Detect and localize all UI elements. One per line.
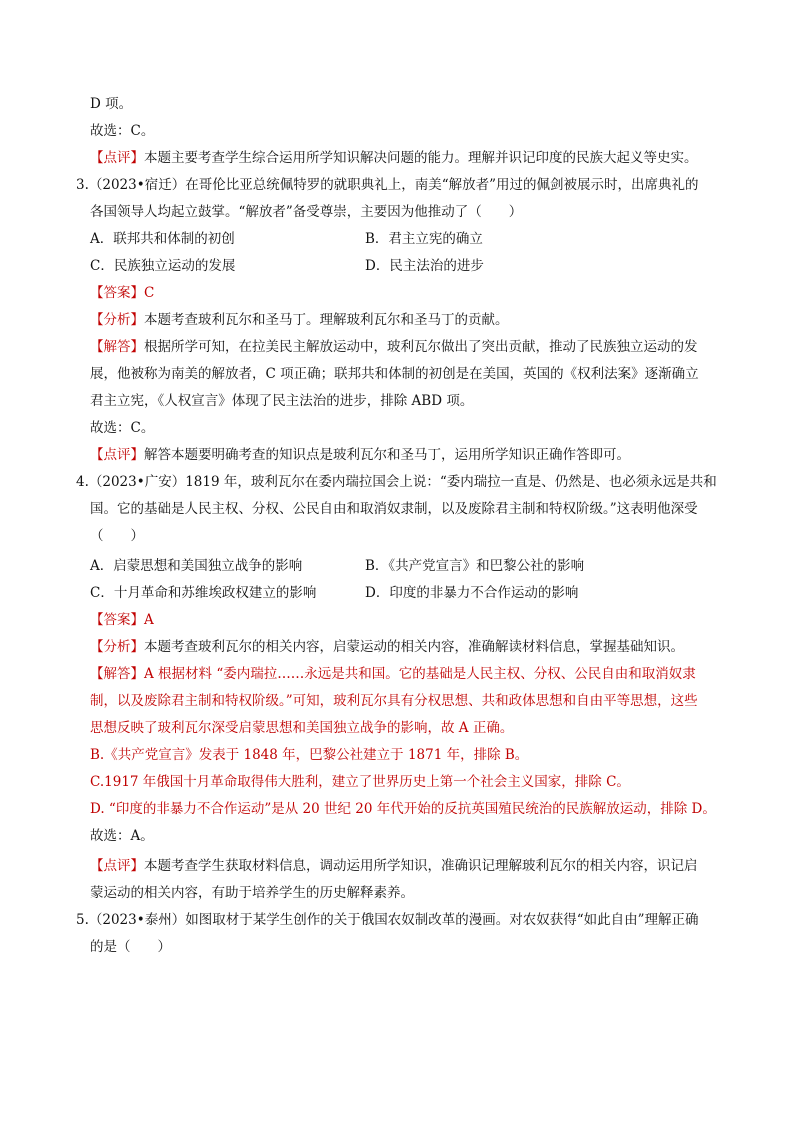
answer-tag: 【答案】 (90, 612, 144, 628)
q3-option-a: A．联邦共和体制的初创 (90, 231, 235, 247)
q4-solution-c: C.1917 年俄国十月革命取得伟大胜利，建立了世界历史上第一个社会主义国家，排除 C。 (90, 774, 630, 790)
q3-option-d: D．民主法治的进步 (365, 258, 484, 274)
solution-tag: 【解答】 (90, 339, 144, 355)
q4-solution-b: B.《共产党宣言》发表于 1848 年，巴黎公社建立于 1871 年，排除 B。 (90, 747, 529, 763)
q4-solution-text-1: A 根据材料 “委内瑞拉……永远是共和国。它的基础是人民主权、分权、公民自由和取消奴隶 (144, 666, 696, 682)
q3-pick: 故选：C。 (90, 420, 155, 436)
comment-tag: 【点评】 (90, 150, 144, 166)
q4-comment-line-1 (90, 856, 698, 876)
q4-stem-line-1: 4.（2023•广安）1819 年，玻利瓦尔在委内瑞拉国会上说：“委内瑞拉一直是、仍然是、也必须永远是共和 (76, 474, 717, 490)
q3-solution-line-1 (90, 337, 698, 357)
q2-comment-text: 本题主要考查学生综合运用所学知识解决问题的能力。理解并识记印度的民族大起义等史实。 (144, 150, 698, 166)
q3-stem-line-1: 3.（2023•宿迁）在哥伦比亚总统佩特罗的就职典礼上，南美“解放者”用过的佩剑被展示时，出席典礼的 (76, 177, 699, 193)
q3-solution-text-1: 根据所学可知，在拉美民主解放运动中，玻利瓦尔做出了突出贡献，推动了民族独立运动的发 (144, 339, 698, 355)
q4-comment-text-1: 本题考查学生获取材料信息，调动运用所学知识，准确识记理解玻利瓦尔的相关内容，识记启 (144, 858, 698, 874)
q3-analysis-text: 本题考查玻利瓦尔和圣马丁。理解玻利瓦尔和圣马丁的贡献。 (144, 312, 509, 328)
q3-answer-value: C (144, 285, 155, 301)
q3-comment (90, 445, 630, 465)
q2-comment (90, 148, 698, 168)
solution-tag: 【解答】 (90, 666, 144, 682)
analysis-tag: 【分析】 (90, 312, 144, 328)
q4-option-d: D．印度的非暴力不合作运动的影响 (365, 585, 579, 601)
q4-stem-line-3: （ ） (90, 528, 144, 544)
q4-solution-line-3: 思想反映了玻利瓦尔深受启蒙思想和美国独立战争的影响，故 A 正确。 (90, 720, 514, 736)
q4-analysis (90, 637, 684, 657)
q3-stem-line-2: 各国领导人均起立鼓掌。“解放者”备受尊崇，主要因为他推动了（ ） (90, 204, 523, 220)
q5-stem-line-2: 的是（ ） (90, 939, 171, 955)
q4-comment-line-2: 蒙运动的相关内容，有助于培养学生的历史解释素养。 (90, 885, 414, 901)
q4-solution-line-1 (90, 664, 696, 684)
q3-option-c: C．民族独立运动的发展 (90, 258, 236, 274)
q3-option-b: B．君主立宪的确立 (365, 231, 483, 247)
q3-solution-line-2: 展，他被称为南美的解放者，C 项正确；联邦共和体制的初创是在美国，英国的《权利法案》逐渐确立 (90, 366, 699, 382)
q4-solution-line-2: 制，以及废除君主制和特权阶级。”可知，玻利瓦尔具有分权思想、共和政体思想和自由平等思想，这些 (90, 693, 698, 709)
q3-analysis (90, 310, 509, 330)
q3-answer (90, 283, 154, 303)
q4-option-a: A．启蒙思想和美国独立战争的影响 (90, 558, 303, 574)
q3-solution-line-3: 君主立宪，《人权宣言》体现了民主法治的进步，排除 ABD 项。 (90, 393, 474, 409)
q4-option-b: B．《共产党宣言》和巴黎公社的影响 (365, 558, 585, 574)
q4-option-c: C．十月革命和苏维埃政权建立的影响 (90, 585, 317, 601)
comment-tag: 【点评】 (90, 447, 144, 463)
answer-tag: 【答案】 (90, 285, 144, 301)
q4-solution-d: D. “印度的非暴力不合作运动”是从 20 世纪 20 年代开始的反抗英国殖民统治的民族解放运动，排除 D。 (90, 801, 716, 817)
q4-answer (90, 610, 154, 630)
q4-pick: 故选：A。 (90, 828, 154, 844)
comment-tag: 【点评】 (90, 858, 144, 874)
q4-answer-value: A (144, 612, 154, 628)
q2-option-d-tail: D 项。 (90, 96, 133, 112)
q5-stem-line-1: 5.（2023•泰州）如图取材于某学生创作的关于俄国农奴制改革的漫画。对农奴获得“如此自由”理解正确 (76, 912, 699, 928)
analysis-tag: 【分析】 (90, 639, 144, 655)
q4-stem-line-2: 国。它的基础是人民主权、分权、公民自由和取消奴隶制，以及废除君主制和特权阶级。”这表明他深受 (90, 501, 698, 517)
q3-comment-text: 解答本题要明确考查的知识点是玻利瓦尔和圣马丁，运用所学知识正确作答即可。 (144, 447, 630, 463)
q2-pick: 故选：C。 (90, 123, 155, 139)
q4-analysis-text: 本题考查玻利瓦尔的相关内容，启蒙运动的相关内容，准确解读材料信息，掌握基础知识。 (144, 639, 684, 655)
